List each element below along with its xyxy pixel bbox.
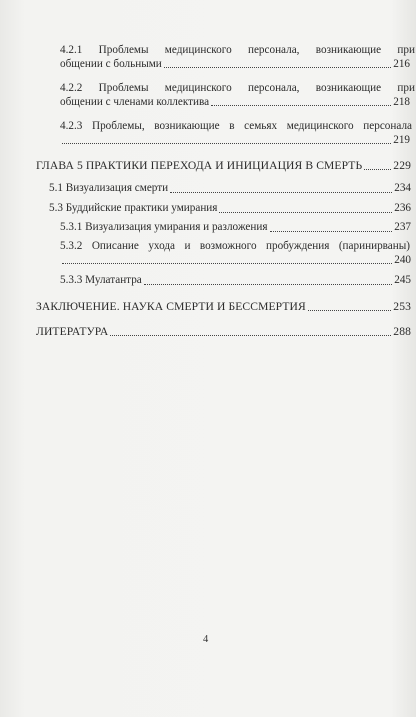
toc-entry-text: 4.2.2 Проблемы медицинского персонала, возникающие при	[60, 82, 415, 94]
dot-leader	[364, 169, 391, 170]
toc-entry-text: общении с членами коллектива	[60, 95, 210, 108]
dot-leader	[308, 310, 391, 311]
toc-chapter-title: ГЛАВА 5 ПРАКТИКИ ПЕРЕХОДА И ИНИЦИАЦИЯ В СМЕРТЬ	[36, 159, 363, 172]
toc-page-number: 253	[393, 300, 411, 313]
toc-entry-5-3[interactable]	[49, 202, 411, 216]
toc-chapter-title: ЗАКЛЮЧЕНИЕ. НАУКА СМЕРТИ И БЕССМЕРТИЯ	[36, 300, 306, 313]
toc-page-number: 240	[394, 253, 411, 266]
toc-page-number: 236	[394, 202, 411, 214]
dot-leader	[110, 335, 391, 336]
toc-chapter-title: ЛИТЕРАТУРА	[36, 325, 109, 338]
toc-entry-4-2-3[interactable]	[60, 120, 415, 147]
dot-leader	[270, 231, 393, 232]
dot-leader	[62, 263, 392, 264]
toc-entry-text: 4.2.3 Проблемы, возникающие в семьях медицинского персонала	[60, 120, 412, 132]
toc-entry-5-1[interactable]	[49, 182, 411, 196]
toc-page-number: 219	[393, 133, 410, 146]
toc-entry-text: 5.3.2 Описание ухода и возможного пробуждения (паринирваны)	[60, 240, 410, 252]
toc-entry-5-3-1[interactable]	[60, 221, 411, 235]
show-through-text	[40, 345, 380, 595]
toc-page-number: 229	[393, 159, 411, 172]
dot-leader	[144, 284, 392, 285]
dot-leader	[62, 143, 391, 144]
dot-leader	[164, 67, 391, 68]
toc-entry-text: общении с больными	[60, 57, 162, 70]
toc-page-number: 288	[393, 325, 411, 338]
toc-conclusion[interactable]	[36, 300, 411, 314]
toc-entry-4-2-1[interactable]	[60, 44, 415, 71]
toc-page-number: 237	[394, 221, 411, 233]
toc-page-number: 245	[394, 274, 411, 286]
toc-entry-5-3-2[interactable]	[60, 240, 413, 267]
page-number: 4	[203, 634, 209, 645]
toc-page-number: 218	[393, 95, 410, 108]
toc-entry-text: 5.3.3 Мулатантра	[60, 274, 142, 286]
toc-entry-5-3-3[interactable]	[60, 274, 411, 288]
toc-entry-text: 5.3.1 Визуализация умирания и разложения	[60, 221, 268, 233]
toc-chapter-5[interactable]	[36, 159, 411, 173]
toc-entry-text: 5.1 Визуализация смерти	[49, 182, 169, 194]
toc-entry-text: 4.2.1 Проблемы медицинского персонала, возникающие при	[60, 44, 415, 56]
dot-leader	[170, 192, 392, 193]
toc-entry-text: 5.3 Буддийские практики умирания	[49, 202, 218, 214]
toc-page-number: 216	[393, 57, 410, 70]
dot-leader	[219, 212, 392, 213]
toc-page-number: 234	[394, 182, 411, 194]
toc-entry-4-2-2[interactable]	[60, 82, 415, 109]
dot-leader	[211, 105, 391, 106]
toc-literature[interactable]	[36, 325, 411, 339]
